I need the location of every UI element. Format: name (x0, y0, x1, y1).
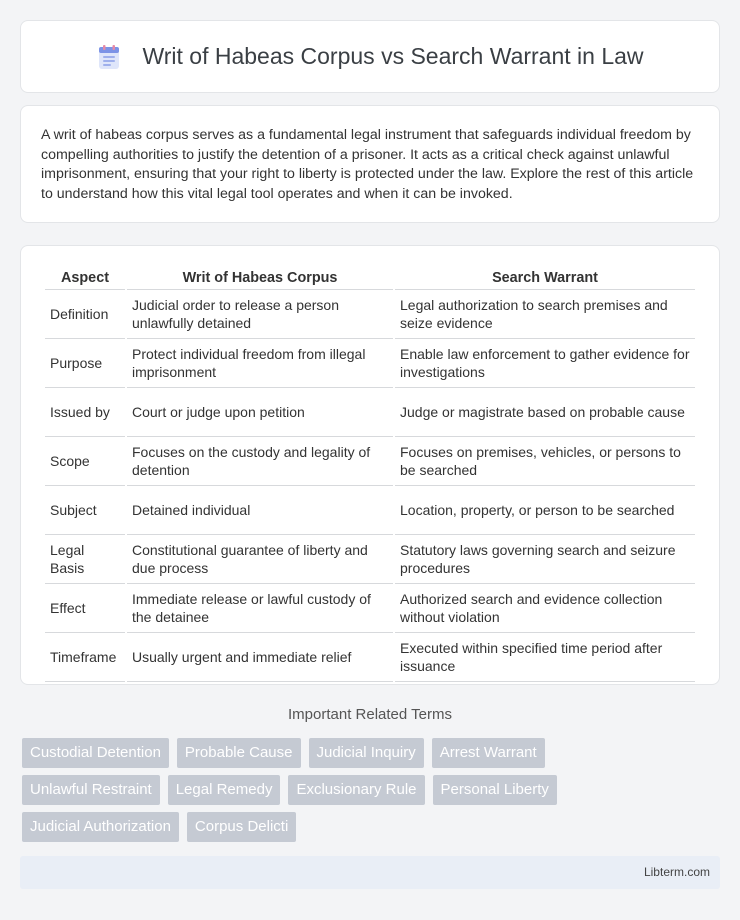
table-row (45, 290, 695, 339)
header-habeas-corpus: Writ of Habeas Corpus (127, 266, 393, 290)
aspect-cell: Scope (45, 437, 125, 486)
table-row (45, 437, 695, 486)
related-term-tag[interactable]: Personal Liberty (433, 775, 557, 805)
related-term-tag[interactable]: Probable Cause (177, 738, 301, 768)
document-icon (96, 44, 122, 70)
footer-site-link[interactable]: Libterm.com (643, 865, 710, 879)
search-warrant-cell: Enable law enforcement to gather evidence for investigations (395, 339, 695, 388)
related-terms-title: Important Related Terms (288, 706, 452, 723)
header-aspect: Aspect (45, 266, 125, 290)
habeas-corpus-cell: Immediate release or lawful custody of the detainee (127, 584, 393, 633)
table-row (45, 584, 695, 633)
search-warrant-cell: Legal authorization to search premises and seize evidence (395, 290, 695, 339)
page-title: Writ of Habeas Corpus vs Search Warrant in Law (142, 43, 644, 69)
aspect-cell: Timeframe (45, 633, 125, 682)
footer (20, 856, 720, 889)
related-term-tag[interactable]: Custodial Detention (22, 738, 169, 768)
related-term-tag[interactable]: Unlawful Restraint (22, 775, 160, 805)
related-term-tag[interactable]: Corpus Delicti (187, 812, 296, 842)
search-warrant-cell: Executed within specified time period after issuance (395, 633, 695, 682)
related-term-tag[interactable]: Judicial Inquiry (309, 738, 424, 768)
table-header-row (45, 266, 695, 290)
habeas-corpus-cell: Judicial order to release a person unlawfully detained (127, 290, 393, 339)
aspect-cell: Subject (45, 486, 125, 535)
aspect-cell: Legal Basis (45, 535, 125, 584)
table-row (45, 339, 695, 388)
aspect-cell: Effect (45, 584, 125, 633)
search-warrant-cell: Location, property, or person to be searched (395, 486, 695, 535)
comparison-table (43, 266, 697, 682)
search-warrant-cell: Focuses on premises, vehicles, or persons to be searched (395, 437, 695, 486)
habeas-corpus-cell: Court or judge upon petition (127, 388, 393, 437)
habeas-corpus-cell: Usually urgent and immediate relief (127, 633, 393, 682)
intro-card (20, 105, 720, 223)
related-terms-list (22, 738, 722, 849)
search-warrant-cell: Statutory laws governing search and seizure procedures (395, 535, 695, 584)
table-row (45, 388, 695, 437)
habeas-corpus-cell: Detained individual (127, 486, 393, 535)
tag-row (22, 775, 722, 805)
habeas-corpus-cell: Constitutional guarantee of liberty and due process (127, 535, 393, 584)
table-row (45, 633, 695, 682)
related-term-tag[interactable]: Arrest Warrant (432, 738, 545, 768)
tag-row (22, 812, 722, 842)
habeas-corpus-cell: Focuses on the custody and legality of detention (127, 437, 393, 486)
aspect-cell: Definition (45, 290, 125, 339)
related-term-tag[interactable]: Legal Remedy (168, 775, 281, 805)
related-term-tag[interactable]: Exclusionary Rule (288, 775, 424, 805)
aspect-cell: Issued by (45, 388, 125, 437)
search-warrant-cell: Judge or magistrate based on probable cause (395, 388, 695, 437)
related-term-tag[interactable]: Judicial Authorization (22, 812, 179, 842)
header-search-warrant: Search Warrant (395, 266, 695, 290)
aspect-cell: Purpose (45, 339, 125, 388)
table-row (45, 486, 695, 535)
intro-paragraph: A writ of habeas corpus serves as a fundamental legal instrument that safeguards individual freedom by compelling authorities to justify the detention of a prisoner. It acts as a critical check against unlawful imprisonment, ensuring that your right to liberty is protected under the law. Explore the rest of this article to understand how this vital legal tool operates and when it can be invoked. (41, 127, 694, 202)
title-card (20, 20, 720, 93)
habeas-corpus-cell: Protect individual freedom from illegal imprisonment (127, 339, 393, 388)
comparison-table-card (20, 245, 720, 685)
tag-row (22, 738, 722, 768)
table-row (45, 535, 695, 584)
search-warrant-cell: Authorized search and evidence collection without violation (395, 584, 695, 633)
